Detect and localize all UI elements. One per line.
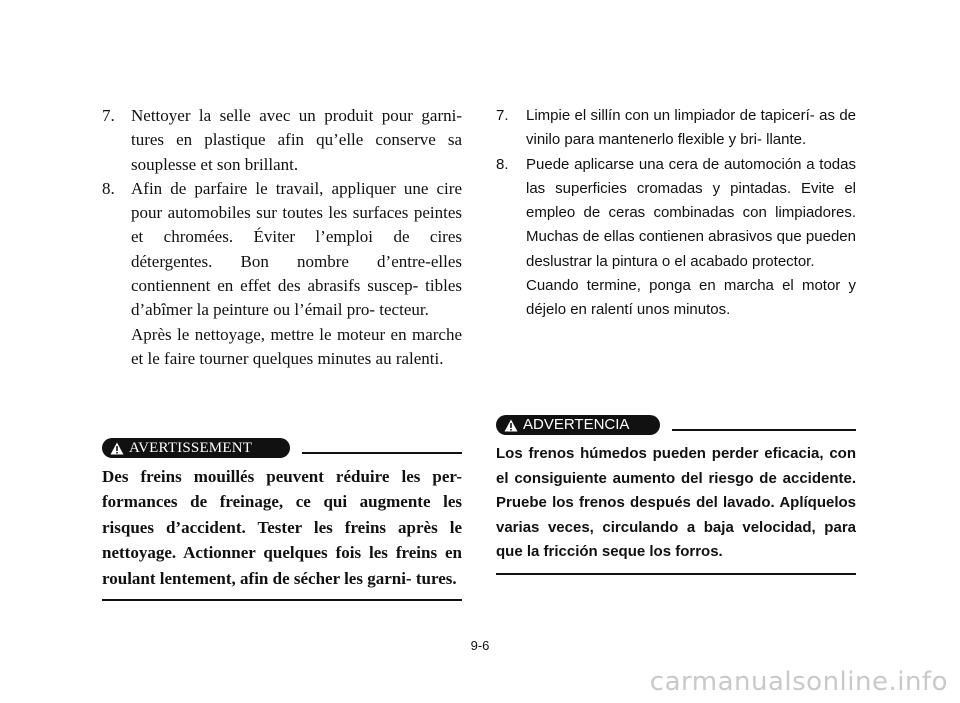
divider: [672, 429, 856, 431]
warning-badge: [102, 438, 290, 458]
warning-header: [496, 414, 856, 436]
french-column: [102, 104, 462, 371]
spanish-warning: [496, 414, 856, 575]
after-cleaning-note: Après le nettoyage, mettre le moteur en marche et le faire tourner quelques minutes au ralenti.: [131, 324, 462, 368]
warning-triangle-icon: [110, 442, 124, 455]
item-text: Puede aplicarse una cera de automoción a todas las superficies cromadas y pintadas. Evite el empleo de ceras combinadas con limpiadores. Muchas de ellas contienen abrasivos que pueden deslustrar la pintura o el acabado protector.: [526, 155, 856, 270]
item-number: 8.: [496, 155, 509, 173]
warning-triangle-icon: [504, 419, 518, 432]
list-item: [496, 153, 856, 274]
warning-text: Los frenos húmedos pueden perder eficacia, con el consiguiente aumento del riesgo de accidente. Pruebe los frenos después del lavado. Aplíquelos varias veces, circulando a baja velocidad, para que la fricción seque los forros.: [496, 445, 856, 560]
warning-header: [102, 437, 462, 459]
french-warning: [102, 437, 462, 601]
spanish-column: [496, 104, 856, 323]
page-number: 9-6: [470, 638, 490, 653]
list-item: [102, 177, 462, 323]
warning-badge: [496, 415, 660, 435]
watermark: carmanualsonline.info: [649, 667, 948, 697]
item-number: 7.: [496, 107, 509, 124]
item-number: 7.: [102, 106, 115, 125]
warning-text: Des freins mouillés peuvent réduire les per- formances de freinage, ce qui augmente les risques d’accident. Tester les freins après le nettoyage. Actionner quelques fois les freins en roulant lentement, afin de sécher les garni- tures.: [102, 467, 462, 588]
divider: [496, 573, 856, 575]
item-text: Afin de parfaire le travail, appliquer une cire pour automobiles sur toutes les surfaces peintes et chromées. Éviter l’emploi de cires détergentes. Bon nombre d’entre-elles contiennent en effet des abrasifs suscep- tibles d’abîmer la peinture ou l’émail pro- tecteur.: [131, 178, 462, 320]
divider: [302, 452, 462, 454]
warning-label: ADVERTENCIA: [523, 416, 630, 433]
list-item: [496, 104, 856, 153]
list-item: [102, 104, 462, 177]
item-number: 8.: [102, 178, 115, 198]
item-text: Limpie el sillín con un limpiador de tapicerí- as de vinilo para mantenerlo flexible y bri- llante.: [526, 107, 856, 149]
after-cleaning-note: Cuando termine, ponga en marcha el motor y déjelo en ralentí unos minutos.: [526, 277, 856, 319]
warning-label: AVERTISSEMENT: [129, 440, 253, 456]
item-text: Nettoyer la selle avec un produit pour garni- tures en plastique afin qu’elle conserve sa souplesse et son brillant.: [131, 106, 462, 174]
divider: [102, 599, 462, 601]
